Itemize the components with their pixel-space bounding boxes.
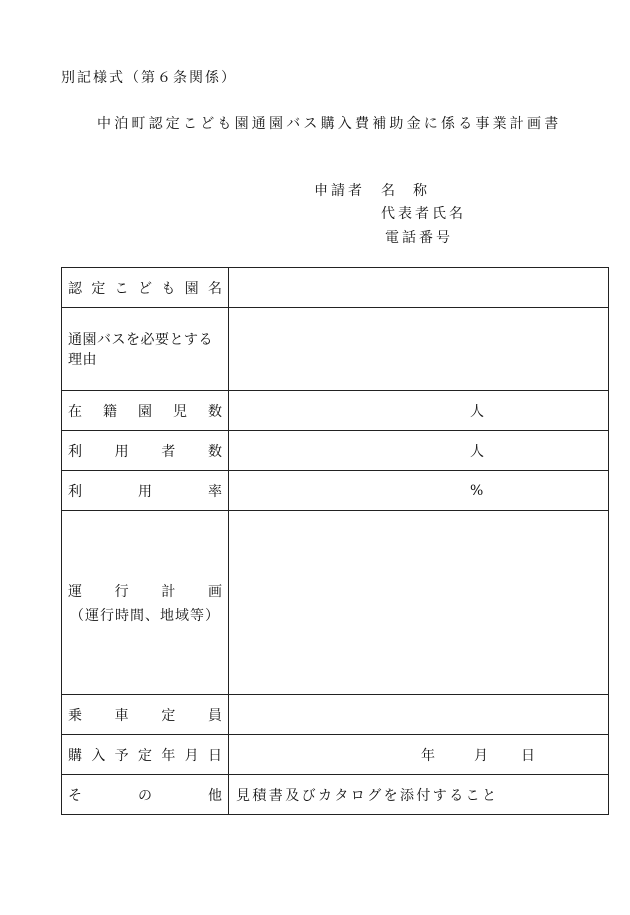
table-row bbox=[62, 308, 609, 391]
date-day-label: 日 bbox=[521, 747, 535, 764]
unit-label: % bbox=[470, 482, 484, 499]
date-year-label: 年 bbox=[421, 747, 435, 764]
applicant-label: 申請者 bbox=[314, 183, 365, 199]
representative-label: 代表者氏名 bbox=[381, 206, 466, 222]
unit-label: 人 bbox=[470, 443, 484, 460]
row-label: 乗 車 定 員 bbox=[62, 695, 229, 735]
operation-plan-field[interactable] bbox=[229, 511, 609, 695]
form-reference: 別記様式（第６条関係） bbox=[61, 70, 237, 86]
row-label: 運 行 計 画 （運行時間、地域等） bbox=[62, 511, 229, 695]
document-title: 中泊町認定こども園通園バス購入費補助金に係る事業計画書 bbox=[97, 116, 562, 132]
table-row bbox=[62, 735, 609, 775]
row-label: 通園バスを必要とする理由 bbox=[62, 308, 229, 391]
table-row bbox=[62, 431, 609, 471]
table-row bbox=[62, 471, 609, 511]
reason-field[interactable] bbox=[229, 308, 609, 391]
row-label: 利 用 率 bbox=[62, 471, 229, 511]
date-month-label: 月 bbox=[474, 747, 488, 764]
org-name-label: 名称 bbox=[381, 183, 445, 199]
phone-label: 電話番号 bbox=[385, 230, 453, 246]
table-row bbox=[62, 775, 609, 815]
seating-capacity-field[interactable] bbox=[229, 695, 609, 735]
row-sub-label: （運行時間、地域等） bbox=[70, 607, 220, 624]
plan-form-table bbox=[61, 267, 609, 815]
usage-rate-field[interactable] bbox=[229, 471, 609, 511]
purchase-date-field[interactable] bbox=[229, 735, 609, 775]
enrolled-children-field[interactable] bbox=[229, 391, 609, 431]
row-label: 購 入 予 定 年 月 日 bbox=[62, 735, 229, 775]
row-label: 在 籍 園 児 数 bbox=[62, 391, 229, 431]
users-count-field[interactable] bbox=[229, 431, 609, 471]
unit-label: 人 bbox=[470, 403, 484, 420]
table-row bbox=[62, 268, 609, 308]
table-row bbox=[62, 695, 609, 735]
row-label: 利 用 者 数 bbox=[62, 431, 229, 471]
org-name-field[interactable] bbox=[229, 268, 609, 308]
table-row bbox=[62, 391, 609, 431]
other-remarks-field[interactable]: 見積書及びカタログを添付すること bbox=[229, 775, 609, 815]
row-label: そ の 他 bbox=[62, 775, 229, 815]
table-row bbox=[62, 511, 609, 695]
row-label: 認 定 こ ど も 園 名 bbox=[62, 268, 229, 308]
